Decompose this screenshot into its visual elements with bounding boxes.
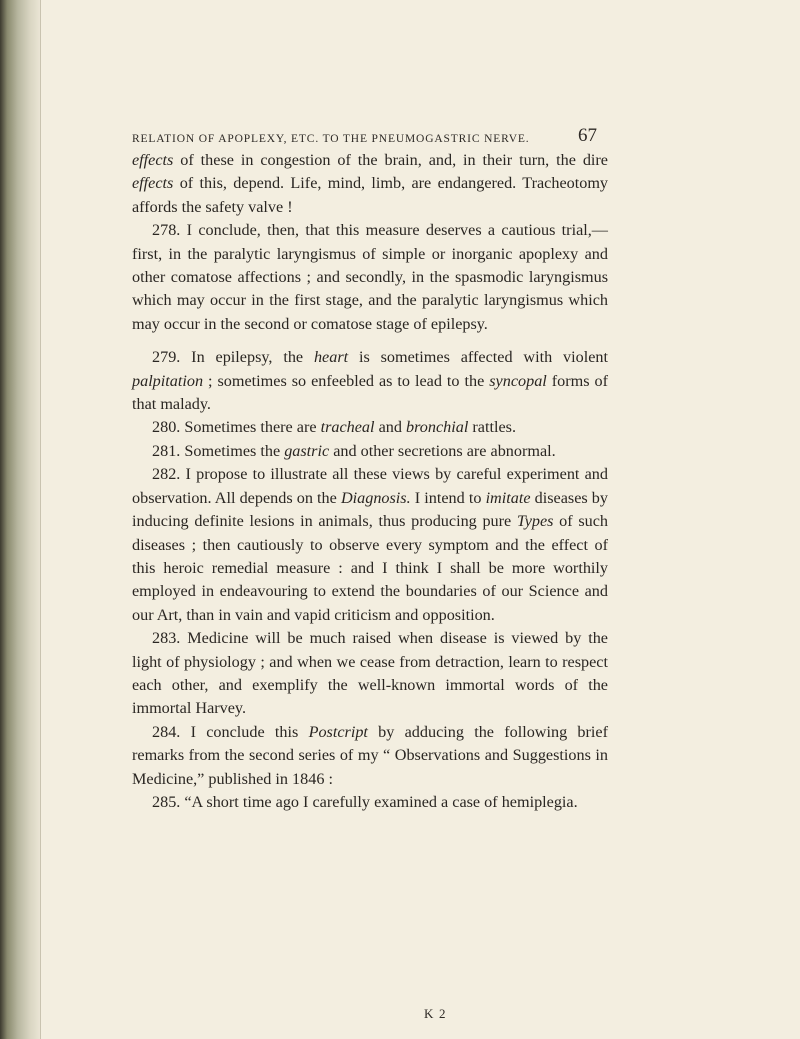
text-span: rattles.	[468, 418, 517, 437]
paragraph-285	[132, 791, 608, 814]
page-number: 67	[578, 125, 597, 146]
text-span: 285. “A short time ago I carefully examined a case of hemiplegia.	[152, 792, 578, 811]
text-span: of these in congestion of the brain, and, in their turn, the dire	[173, 151, 608, 169]
body-text	[132, 149, 608, 814]
text-span: 284. I conclude this	[152, 722, 309, 741]
text-span: of this, depend. Life, mind, limb, are endangered. Tracheotomy affords the safety valve !	[132, 174, 608, 216]
text-span: 282. I propose to illustrate all these views by careful experiment and observation. All depends on the	[132, 465, 608, 507]
italic-text: effects	[132, 151, 174, 169]
italic-text: Diagnosis.	[340, 488, 411, 507]
italic-text: heart	[313, 348, 349, 367]
paragraph-282	[132, 463, 608, 627]
text-span: I intend to	[410, 488, 486, 507]
paragraph-283	[132, 627, 608, 721]
text-span: 281. Sometimes the	[152, 441, 285, 460]
paragraph-277-continuation	[132, 149, 608, 219]
text-span: diseases by inducing definite lesions in animals, thus producing pure	[132, 488, 608, 531]
italic-text: gastric	[284, 441, 330, 460]
paragraph-284	[132, 721, 608, 791]
italic-text: effects	[132, 174, 174, 193]
paragraph-278	[132, 219, 608, 336]
italic-text: palpitation	[132, 371, 204, 390]
italic-text: Postcript	[308, 722, 368, 741]
text-span: by adducing the following brief remarks from the second series of my “ Observations and Suggestions in Medicine,” published in 1846 :	[132, 722, 608, 788]
text-span: 280. Sometimes there are	[152, 418, 321, 437]
text-span: 279. In epilepsy, the	[152, 348, 314, 367]
paragraph-281	[132, 440, 608, 463]
text-span: 283. Medicine will be much raised when disease is viewed by the light of physiology ; and when we cease from detraction, learn to respect each other, and exemplify the well-known immortal words of the immortal Harvey.	[132, 629, 608, 718]
running-title: RELATION OF APOPLEXY, ETC. TO THE PNEUMOGASTRIC NERVE.	[132, 133, 530, 145]
italic-text: tracheal	[320, 418, 375, 437]
text-span: is sometimes affected with violent	[348, 348, 608, 367]
italic-text: syncopal	[489, 371, 547, 390]
italic-text: bronchial	[406, 418, 469, 437]
signature-mark: K 2	[424, 1006, 447, 1021]
paragraph-279	[132, 346, 608, 416]
text-span: and other secretions are abnormal.	[329, 441, 556, 460]
text-span: 278. I conclude, then, that this measure deserves a cautious trial,— first, in the paralytic laryngismus of simple or inorganic apoplexy and other comatose affections ; and secondly, in the spasmodic laryngismus which may occur in the first stage, and the paralytic laryngismus which may occur in the second or comatose stage of epilepsy.	[132, 221, 608, 333]
text-span: ; sometimes so enfeebled as to lead to the	[203, 371, 490, 390]
italic-text: Types	[516, 512, 554, 531]
text-span: of such diseases ; then cautiously to observe every symptom and the effect of this heroic remedial measure : and I think I shall be more worthily employed in endeavouring to extend the boundaries of our Science and our Art, than in vain and vapid criticism and opposition.	[132, 512, 608, 624]
text-span: and	[374, 418, 406, 437]
italic-text: imitate	[485, 488, 531, 507]
book-gutter-shadow	[0, 0, 40, 1039]
paragraph-280	[132, 416, 608, 439]
text-span: forms of that malady.	[132, 371, 608, 414]
